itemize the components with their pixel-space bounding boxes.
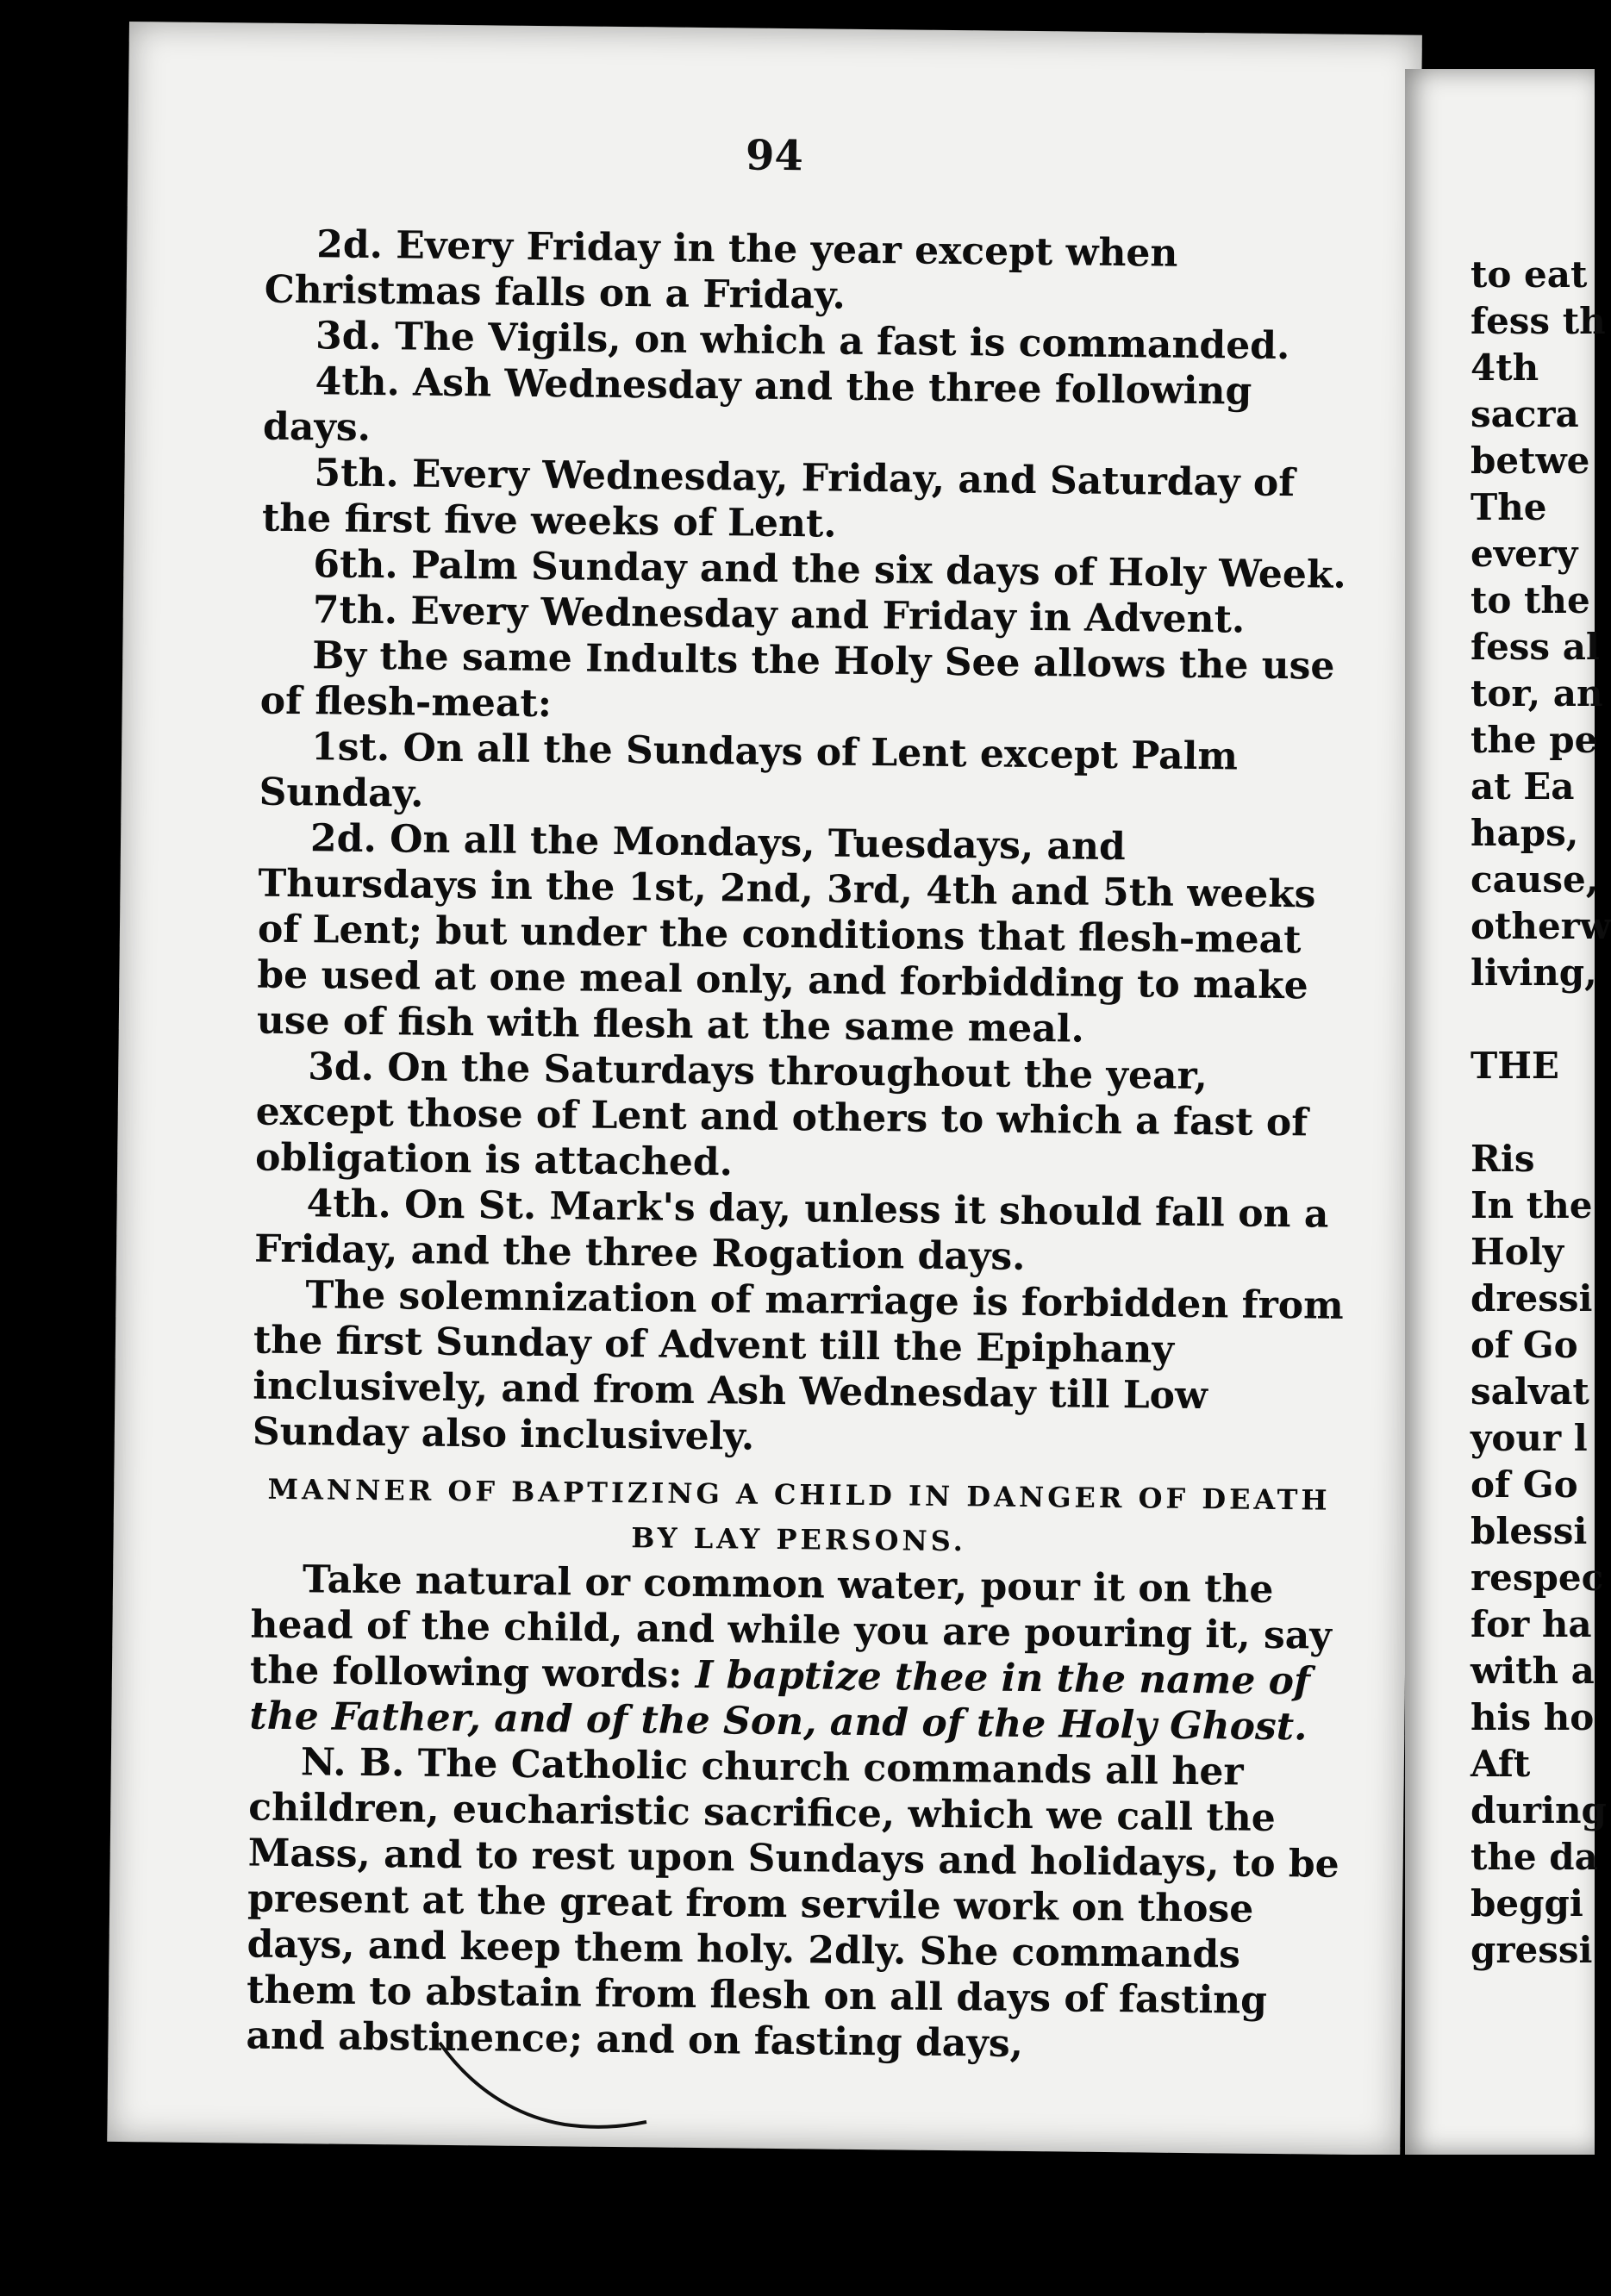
adjacent-page (1405, 69, 1611, 2155)
adjacent-line: the pe (1471, 719, 1598, 761)
adjacent-line: fess al (1471, 626, 1600, 668)
adjacent-line (1471, 996, 1611, 1043)
adjacent-line: THE (1471, 1045, 1559, 1087)
adjacent-line: betwe (1471, 440, 1590, 482)
adjacent-line: to the (1471, 579, 1590, 621)
adjacent-line: tor, an (1471, 672, 1603, 714)
adjacent-line: 4th (1471, 346, 1539, 389)
paragraph: The solemnization of marriage is forbidden from the first Sunday of Advent till the Epiphany inclusively, and from Ash Wednesday till Low Sunday also inclusively. (252, 1273, 1344, 1459)
main-page (107, 22, 1422, 2156)
baptism-text: Take natural or common water, pour it on the head of the child, and while you are pouring it, say the following words: (249, 1557, 1333, 1697)
adjacent-line: living, (1471, 951, 1597, 994)
paragraph: 4th. Ash Wednesday and the three following days. (262, 359, 1252, 450)
paragraph: 7th. Every Wednesday and Friday in Advent. (312, 588, 1246, 642)
page-text (246, 221, 1359, 2070)
paragraph: 1st. On all the Sundays of Lent except Palm Sunday. (259, 725, 1239, 816)
adjacent-line (1471, 1089, 1611, 1136)
paragraph: By the same Indults the Holy See allows the use of flesh-meat: (259, 633, 1335, 727)
adjacent-line: every (1471, 533, 1578, 575)
adjacent-line: Aft (1471, 1743, 1531, 1785)
adjacent-line: cause, (1471, 858, 1599, 901)
adjacent-line: respec (1471, 1557, 1604, 1599)
adjacent-line: of Go (1471, 1463, 1578, 1506)
baptism-formula: I baptize thee in the name of the Father, and of the Son, and of the Holy Ghost. (249, 1652, 1311, 1750)
paragraph: 2d. On all the Mondays, Tuesdays, and Thursdays in the 1st, 2nd, 3rd, 4th and 5th weeks of Lent; but under the conditions that flesh-meat be used at one meal only, and forbidding to make use of fish with flesh at the same meal. (256, 816, 1316, 1051)
scan-border (0, 2155, 1577, 2296)
adjacent-line: salvat (1471, 1370, 1589, 1413)
baptism-paragraph (249, 1557, 1346, 1750)
adjacent-line: otherw (1471, 905, 1611, 947)
adjacent-line: sacra (1471, 393, 1579, 435)
adjacent-line: The (1471, 486, 1547, 528)
paragraph: 2d. Every Friday in the year except when Christmas falls on a Friday. (264, 222, 1178, 318)
paragraph: 6th. Palm Sunday and the six days of Holy Week. (313, 542, 1347, 597)
adjacent-line: your l (1471, 1417, 1588, 1459)
adjacent-line: Holy (1471, 1231, 1564, 1273)
paragraph: 4th. On St. Mark's day, unless it should fall on a Friday, and the three Rogation days. (253, 1182, 1329, 1279)
paragraph: 3d. On the Saturdays throughout the year, except those of Lent and others to which a fast of obligation is attached. (254, 1045, 1308, 1185)
paragraph: 5th. Every Wednesday, Friday, and Saturday of the first five weeks of Lent. (261, 451, 1296, 546)
paragraph: 3d. The Vigils, on which a fast is commanded. (315, 314, 1290, 369)
adjacent-line: In the (1471, 1184, 1593, 1226)
adjacent-line: with a (1471, 1650, 1595, 1692)
nb-paragraph: N. B. The Catholic church commands all her children, eucharistic sacrifice, which we call the Mass, and to rest upon Sundays and holidays, to be present at the great from servile work on those days, and keep them holy. 2dly. She commands them to abstain from flesh on all days of fasting and abstinence; and on fasting days, (246, 1740, 1339, 2066)
pen-stroke-mark (435, 2034, 659, 2137)
section-heading: MANNER OF BAPTIZING A CHILD IN DANGER OF DEATH BY LAY PERSONS. (267, 1472, 1331, 1558)
adjacent-line: at Ea (1471, 765, 1575, 808)
adjacent-line: fess th (1471, 300, 1606, 342)
adjacent-line: dressi (1471, 1277, 1593, 1320)
adjacent-line: Ris (1471, 1138, 1535, 1180)
page-number: 94 (745, 131, 804, 181)
adjacent-line: haps, (1471, 812, 1579, 854)
adjacent-line: gressi (1471, 1929, 1593, 1971)
adjacent-page-text (1471, 252, 1611, 1974)
adjacent-line: blessi (1471, 1510, 1588, 1552)
adjacent-line: during (1471, 1789, 1607, 1831)
adjacent-line: to eat (1471, 253, 1588, 296)
adjacent-line: of Go (1471, 1324, 1578, 1366)
adjacent-line: his ho (1471, 1696, 1595, 1738)
adjacent-line: the da (1471, 1836, 1598, 1878)
adjacent-line: for ha (1471, 1603, 1592, 1645)
adjacent-line: beggi (1471, 1882, 1583, 1925)
